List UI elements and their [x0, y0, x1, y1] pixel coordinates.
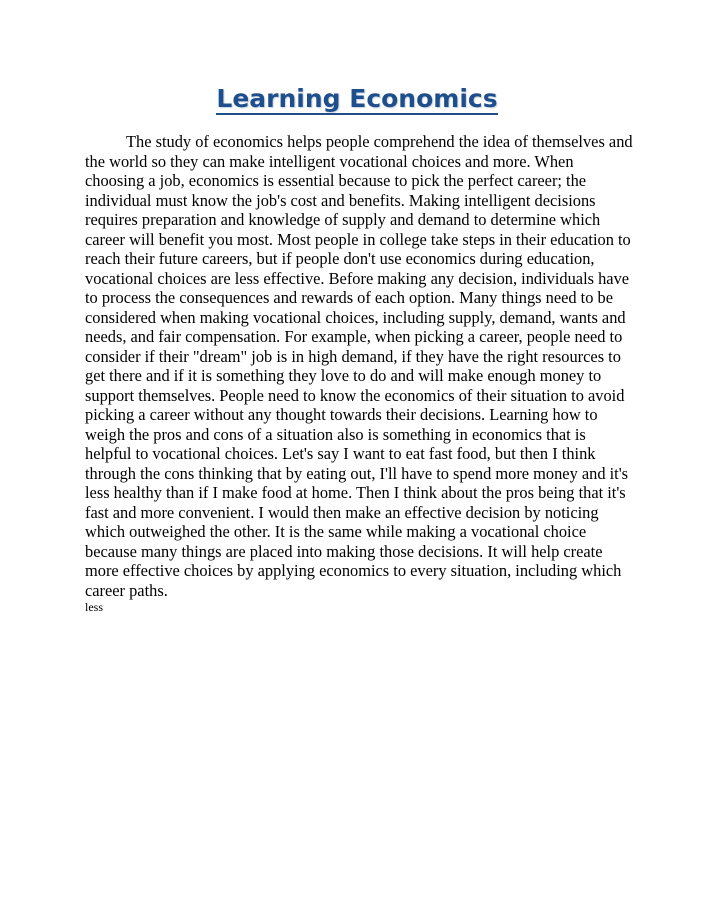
body-paragraph: The study of economics helps people comprehend the idea of themselves and the world so they can make intelligent vocational choices and more. When choosing a job, economics is essential because to pick the perfect career; the individual must know the job's cost and benefits. Making intelligent decisions requires preparation and knowledge of supply and demand to determine which career will benefit you most. Most people in college take steps in their education to reach their future careers, but if people don't use economics during education, vocational choices are less effective. Before making any decision, individuals have to process the consequences and rewards of each option. Many things need to be considered when making vocational choices, including supply, demand, wants and needs, and fair compensation. For example, when picking a career, people need to consider if their "dream" job is in high demand, if they have the right resources to get there and if it is something they love to do and will make enough money to support themselves. People need to know the economics of their situation to avoid picking a career without any thought towards their decisions. Learning how to weigh the pros and cons of a situation also is something in economics that is helpful to vocational choices. Let's say I want to eat fast food, but then I think through the cons thinking that by eating out, I'll have to spend more money and it's less healthy than if I make food at home. Then I think about the pros being that it's fast and more convenient. I would then make an effective decision by noticing which outweighed the other. It is the same while making a vocational choice because many things are placed into making those decisions. It will help create more effective choices by applying economics to every situation, including which career paths.	[85, 132, 633, 600]
footer-note: less	[85, 600, 103, 614]
document-title	[0, 82, 714, 116]
document-title-text: Learning Economics	[216, 84, 498, 113]
